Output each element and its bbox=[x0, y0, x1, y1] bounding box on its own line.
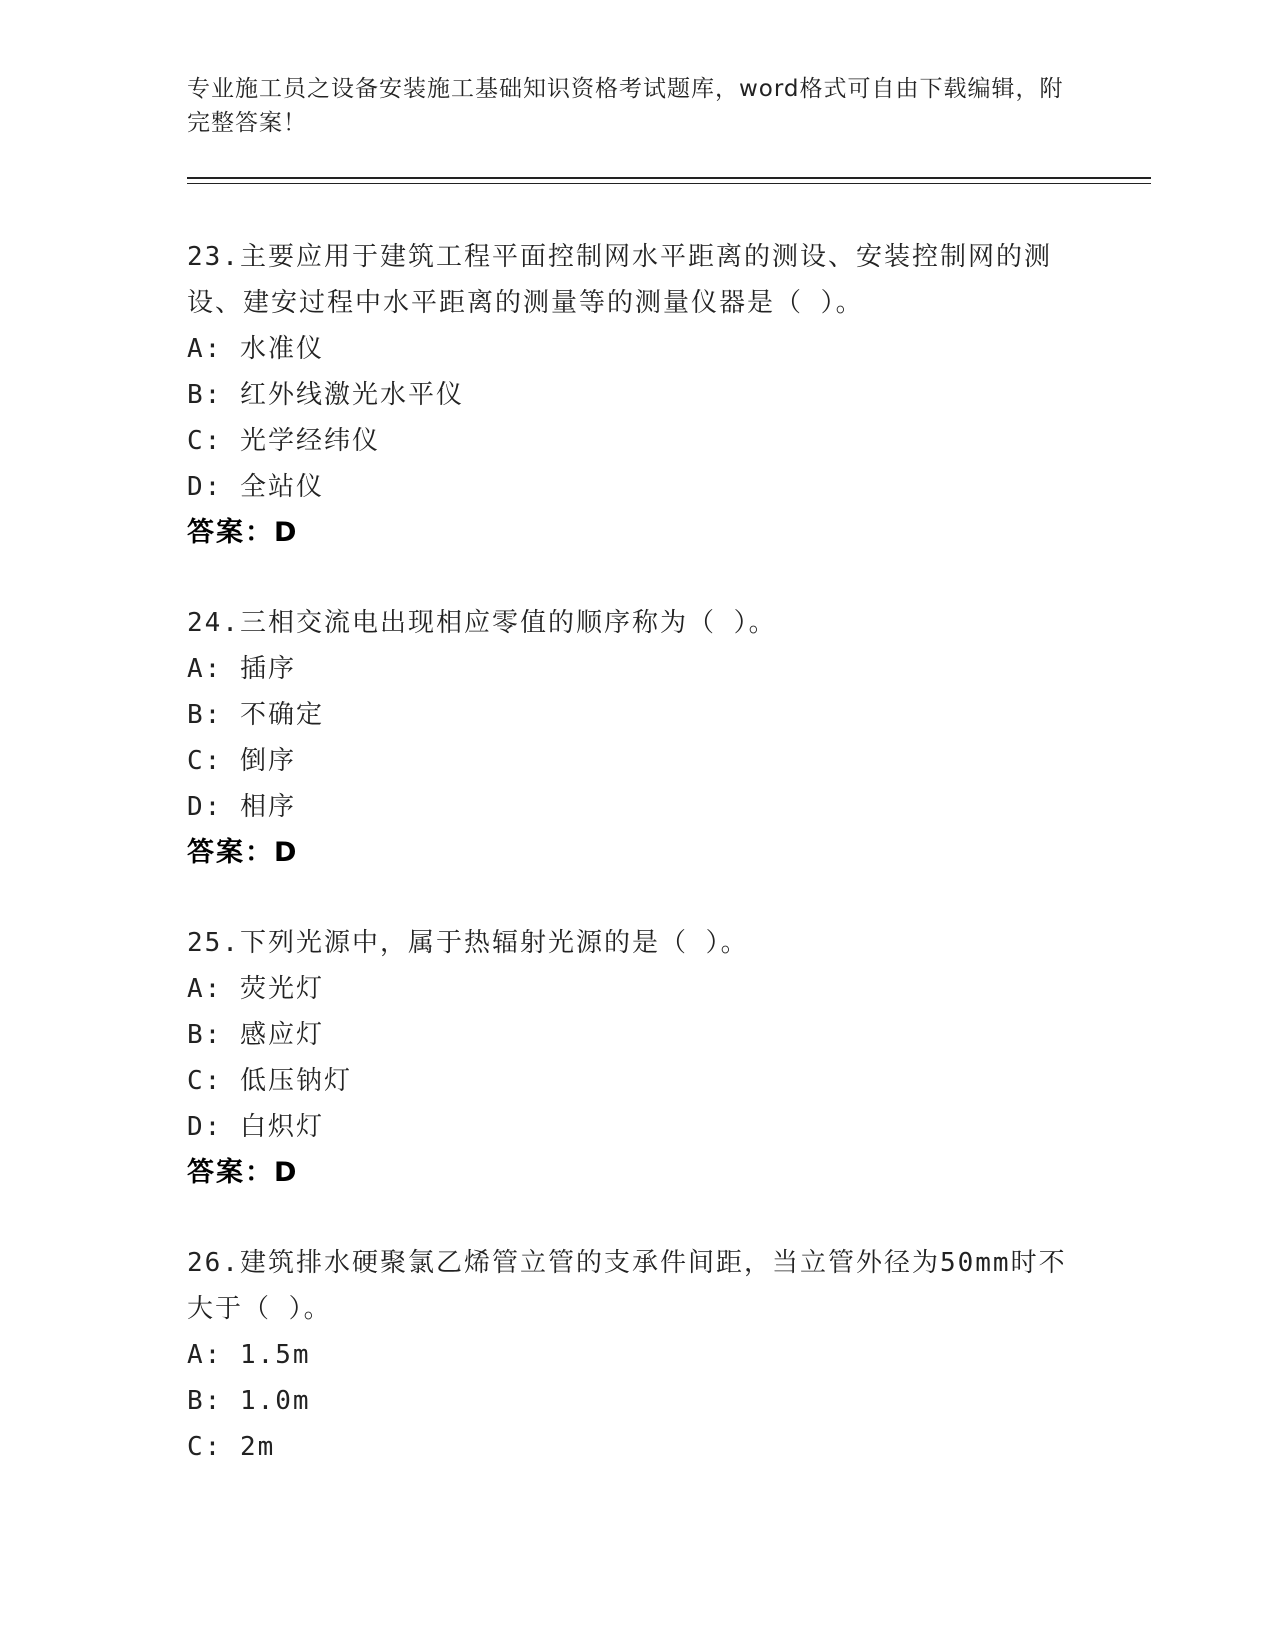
option-a: A: 荧光灯 bbox=[187, 974, 324, 1004]
question-23 bbox=[187, 234, 1087, 556]
answer: 答案：D bbox=[187, 517, 299, 548]
option-b: B: 红外线激光水平仪 bbox=[187, 380, 464, 410]
answer: 答案：D bbox=[187, 1157, 299, 1188]
document-header: 专业施工员之设备安装施工基础知识资格考试题库，word格式可自由下载编辑，附完整答案！ bbox=[187, 76, 1064, 136]
option-b: B: 感应灯 bbox=[187, 1020, 324, 1050]
option-a: A: 插序 bbox=[187, 654, 296, 684]
question-24 bbox=[187, 600, 1087, 876]
option-c: C: 低压钠灯 bbox=[187, 1066, 352, 1096]
option-c: C: 倒序 bbox=[187, 746, 296, 776]
question-stem: 25.下列光源中，属于热辐射光源的是（ ）。 bbox=[187, 928, 749, 958]
header-divider bbox=[187, 177, 1151, 179]
question-25 bbox=[187, 920, 1087, 1196]
option-a: A: 水准仪 bbox=[187, 334, 324, 364]
question-26 bbox=[187, 1240, 1087, 1470]
option-d: D: 全站仪 bbox=[187, 472, 324, 502]
option-b: B: 1.0m bbox=[187, 1386, 311, 1416]
question-stem: 23.主要应用于建筑工程平面控制网水平距离的测设、安装控制网的测设、建安过程中水平距离的测量等的测量仪器是（ ）。 bbox=[187, 242, 1052, 318]
answer: 答案：D bbox=[187, 837, 299, 868]
question-stem: 26.建筑排水硬聚氯乙烯管立管的支承件间距，当立管外径为50mm时不大于（ ）。 bbox=[187, 1248, 1067, 1324]
question-stem: 24.三相交流电出现相应零值的顺序称为（ ）。 bbox=[187, 608, 777, 638]
option-d: D: 白炽灯 bbox=[187, 1112, 324, 1142]
header-divider-thin bbox=[187, 183, 1151, 184]
option-a: A: 1.5m bbox=[187, 1340, 311, 1370]
option-c: C: 光学经纬仪 bbox=[187, 426, 380, 456]
option-b: B: 不确定 bbox=[187, 700, 324, 730]
option-d: D: 相序 bbox=[187, 792, 296, 822]
option-c: C: 2m bbox=[187, 1432, 276, 1462]
